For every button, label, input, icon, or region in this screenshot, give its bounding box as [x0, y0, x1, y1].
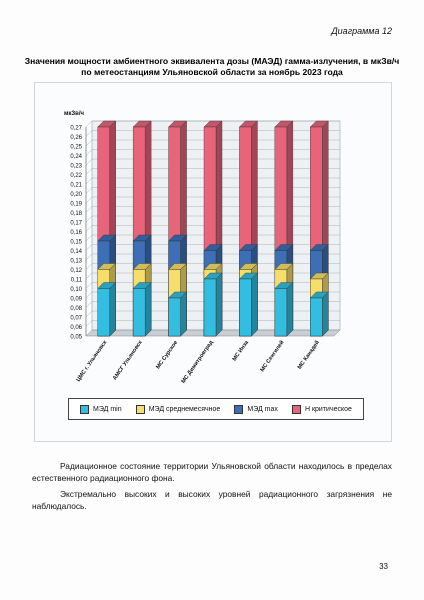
gridline-diagonal [86, 302, 92, 308]
gridline-diagonal [86, 197, 92, 203]
gridline-diagonal [86, 207, 92, 213]
y-tick-label: 0,24 [70, 154, 82, 160]
y-tick-label: 0,12 [70, 268, 82, 274]
gridline-diagonal [86, 169, 92, 175]
gridline-diagonal [86, 226, 92, 232]
legend-item [80, 405, 122, 414]
y-tick-label: 0,08 [70, 306, 82, 312]
gridline-diagonal [86, 292, 92, 298]
legend-label: МЭД среднемесячное [148, 405, 221, 413]
y-tick-label: 0,10 [70, 287, 82, 293]
y-tick-label: 0,17 [70, 220, 82, 227]
y-tick-label: 0,05 [70, 334, 82, 341]
gridline-diagonal [86, 159, 92, 165]
bar-0 [310, 298, 322, 336]
bar-side-0 [322, 292, 328, 336]
bar-side-0 [145, 283, 151, 337]
x-tick-label: МС Канадей [296, 339, 321, 371]
legend-swatch [292, 405, 301, 414]
bar-side-0 [216, 273, 222, 336]
bar-side-0 [181, 292, 187, 336]
chart-title-line1: Значения мощности амбиентного эквивалента дозы (МАЭД) гамма-излучения, в мкЗв/ч [24, 56, 400, 66]
y-tick-label: 0,06 [70, 325, 82, 331]
bar-0 [133, 289, 145, 337]
gridline-diagonal [86, 150, 92, 156]
diagram-label: Диаграмма 12 [331, 26, 392, 36]
y-tick-label: 0,19 [70, 201, 82, 208]
gridline-diagonal [86, 245, 92, 251]
legend-item [234, 405, 278, 414]
y-tick-label: 0,09 [70, 296, 82, 303]
y-axis-label: мкЗв/ч [63, 111, 84, 117]
x-tick-label: МС Сурское [155, 339, 180, 371]
legend-swatch [136, 405, 145, 414]
y-tick-label: 0,25 [70, 144, 82, 151]
y-tick-label: 0,16 [70, 230, 82, 236]
chart-title-line2: по метеостанциям Ульяновской области за ноябрь 2023 года [81, 67, 343, 77]
legend-label: Н критическое [304, 405, 352, 413]
gridline-diagonal [86, 321, 92, 327]
y-tick-label: 0,26 [70, 135, 82, 141]
x-tick-label: МС Димитровград [180, 339, 215, 385]
gridline-diagonal [86, 188, 92, 194]
y-tick-label: 0,07 [70, 315, 82, 322]
x-tick-label: МС Сенгилей [259, 339, 286, 374]
page-number: 33 [379, 562, 388, 571]
legend-item [292, 405, 352, 414]
y-tick-label: 0,11 [70, 277, 82, 284]
gridline-diagonal [86, 140, 92, 146]
gridline-diagonal [86, 264, 92, 270]
gridline-diagonal [86, 131, 92, 137]
gridline-diagonal [86, 311, 92, 317]
gridline-diagonal [86, 216, 92, 222]
bar-0 [275, 289, 287, 337]
bar-side-0 [251, 273, 257, 336]
paragraph-radiation-state: Радиационное состояние территории Ульяновской области находилось в пределах естественного радиационного фона. [32, 461, 392, 483]
legend-label: МЭД min [93, 405, 122, 413]
x-tick-label: МС Инза [231, 339, 251, 363]
y-tick-label: 0,21 [70, 182, 82, 189]
gridline-diagonal [86, 273, 92, 279]
legend-swatch [234, 405, 243, 414]
bar-0 [204, 279, 216, 336]
y-tick-label: 0,18 [70, 211, 82, 217]
x-tick-label: ЦМС г. Ульяновск [75, 339, 109, 383]
y-tick-label: 0,27 [70, 125, 82, 132]
bar-0 [239, 279, 251, 336]
gridline-diagonal [86, 254, 92, 260]
gridline-diagonal [86, 283, 92, 289]
y-tick-label: 0,20 [70, 192, 82, 198]
y-tick-label: 0,23 [70, 163, 82, 170]
y-tick-label: 0,13 [70, 258, 82, 265]
paragraph-no-pollution: Экстремально высоких и высоких уровней радиационного загрязнения не наблюдалось. [32, 489, 392, 511]
y-tick-label: 0,22 [70, 173, 82, 179]
gridline-diagonal [86, 178, 92, 184]
legend-label: МЭД max [247, 405, 278, 413]
gridline-diagonal [86, 235, 92, 241]
x-tick-label: АМСГ Ульяновск [111, 339, 144, 382]
chart-legend [68, 398, 364, 420]
y-tick-label: 0,15 [70, 239, 82, 246]
legend-item [136, 405, 221, 414]
bar-0 [98, 289, 110, 337]
gridline-diagonal [86, 121, 92, 127]
bar-side-0 [110, 283, 116, 337]
bar-0 [169, 298, 181, 336]
bar-side-0 [287, 283, 293, 337]
y-tick-label: 0,14 [70, 249, 82, 255]
legend-swatch [80, 405, 89, 414]
